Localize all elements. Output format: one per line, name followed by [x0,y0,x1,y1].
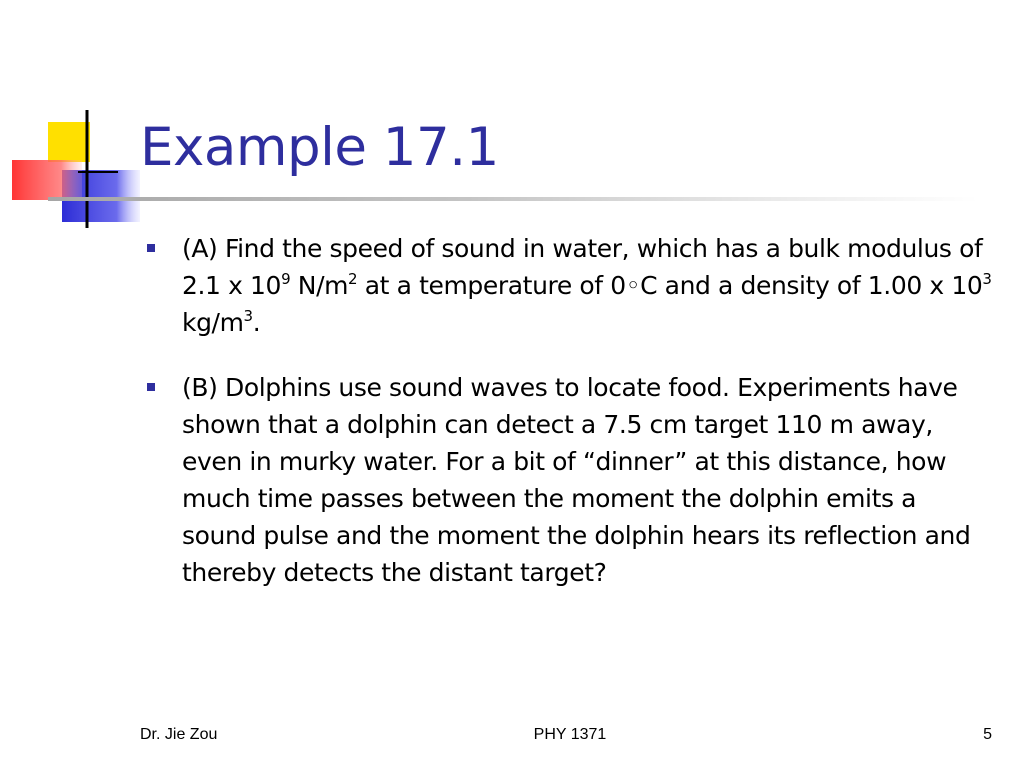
bullet-list [144,230,994,619]
exponent-9: 9 [281,270,291,288]
exponent-3-a: 3 [982,270,992,288]
exponent-3-b: 3 [243,307,253,325]
slide-title: Example 17.1 [140,117,499,178]
bullet-a-text-part3: at a temperature of 0◦C and a density of 1.00 x 10 [357,271,983,300]
footer-page-number: 5 [983,726,992,743]
logo-red-square [12,160,82,200]
bullet-a-text [182,234,992,337]
bullet-a-text-part4: kg/m [182,308,244,337]
bullet-a-text-part2: N/m [290,271,349,300]
bullet-item-a [144,230,994,341]
footer-author: Dr. Jie Zou [140,726,218,743]
footer-course: PHY 1371 [533,726,607,743]
slide-logo-icon [0,0,140,240]
exponent-2: 2 [348,270,358,288]
title-underline-divider [48,197,978,201]
square-bullet-icon [147,383,155,391]
bullet-a-text-part5: . [252,308,261,337]
bullet-a-text-part1: (A) Find the speed of sound in water, which has a bulk modulus of 2.1 x 10 [182,234,983,300]
square-bullet-icon [147,244,155,252]
logo-yellow-square [48,122,90,162]
bullet-b-text: (B) Dolphins use sound waves to locate food. Experiments have shown that a dolphin can detect a 7.5 cm target 110 m away, even in murky water. For a bit of “dinner” at this distance, how much time passes between the moment the dolphin emits a sound pulse and the moment the dolphin hears its reflection and thereby detects the distant target? [182,373,971,587]
bullet-item-b [144,369,994,591]
